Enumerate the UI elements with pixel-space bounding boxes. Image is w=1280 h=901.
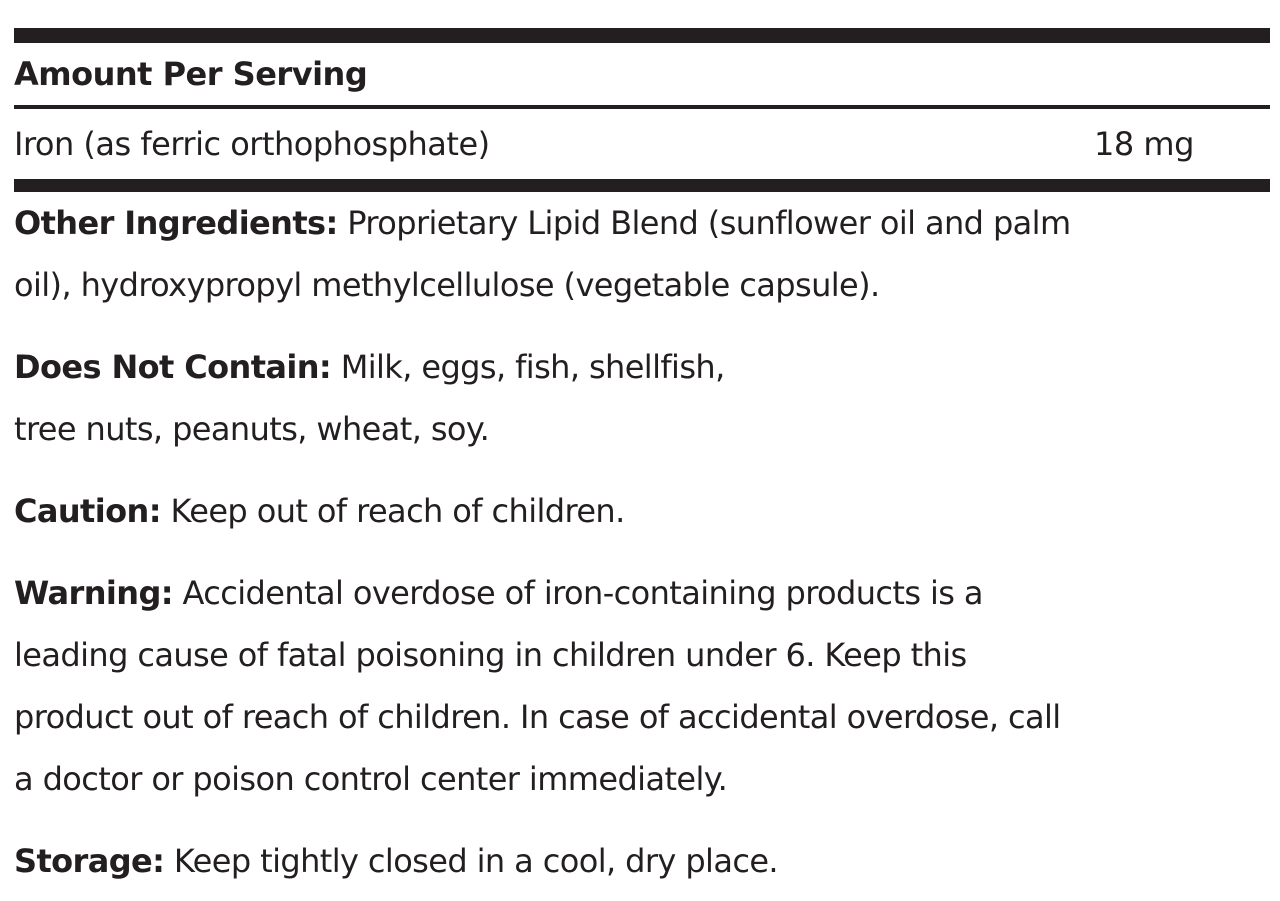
warning-text: Accidental overdose of iron-containing products is a leading cause of fatal poisoning in children under 6. Keep this product out of reach of children. In case of accidental overdose, call a doctor or poison control center immediately.	[14, 574, 1061, 798]
storage-section	[14, 830, 1094, 892]
storage-term: Storage:	[14, 842, 165, 880]
nutrient-amount: 18 mg	[1094, 125, 1194, 163]
nutrient-row-iron	[14, 109, 1270, 179]
bottom-heavy-rule	[14, 179, 1270, 192]
warning-term: Warning:	[14, 574, 173, 612]
nutrient-name: Iron (as ferric orthophosphate)	[14, 125, 490, 163]
caution-term: Caution:	[14, 492, 161, 530]
other-ingredients-term: Other Ingredients:	[14, 204, 338, 242]
caution-section	[14, 480, 1094, 542]
does-not-contain-section	[14, 336, 794, 460]
storage-text: Keep tightly closed in a cool, dry place.	[173, 842, 778, 880]
amount-per-serving-label: Amount Per Serving	[14, 55, 368, 93]
amount-per-serving-header	[14, 43, 1270, 105]
supplement-facts-panel	[14, 28, 1270, 192]
caution-text: Keep out of reach of children.	[170, 492, 625, 530]
other-ingredients-text: Proprietary Lipid Blend (sunflower oil and palm oil), hydroxypropyl methylcellulose (vegetable capsule).	[14, 204, 1071, 304]
top-thick-rule	[14, 28, 1270, 43]
does-not-contain-term: Does Not Contain:	[14, 348, 332, 386]
warning-section	[14, 562, 1074, 810]
other-ingredients-section	[14, 192, 1094, 316]
does-not-contain-text: Milk, eggs, fish, shellfish, tree nuts, peanuts, wheat, soy.	[14, 348, 725, 448]
